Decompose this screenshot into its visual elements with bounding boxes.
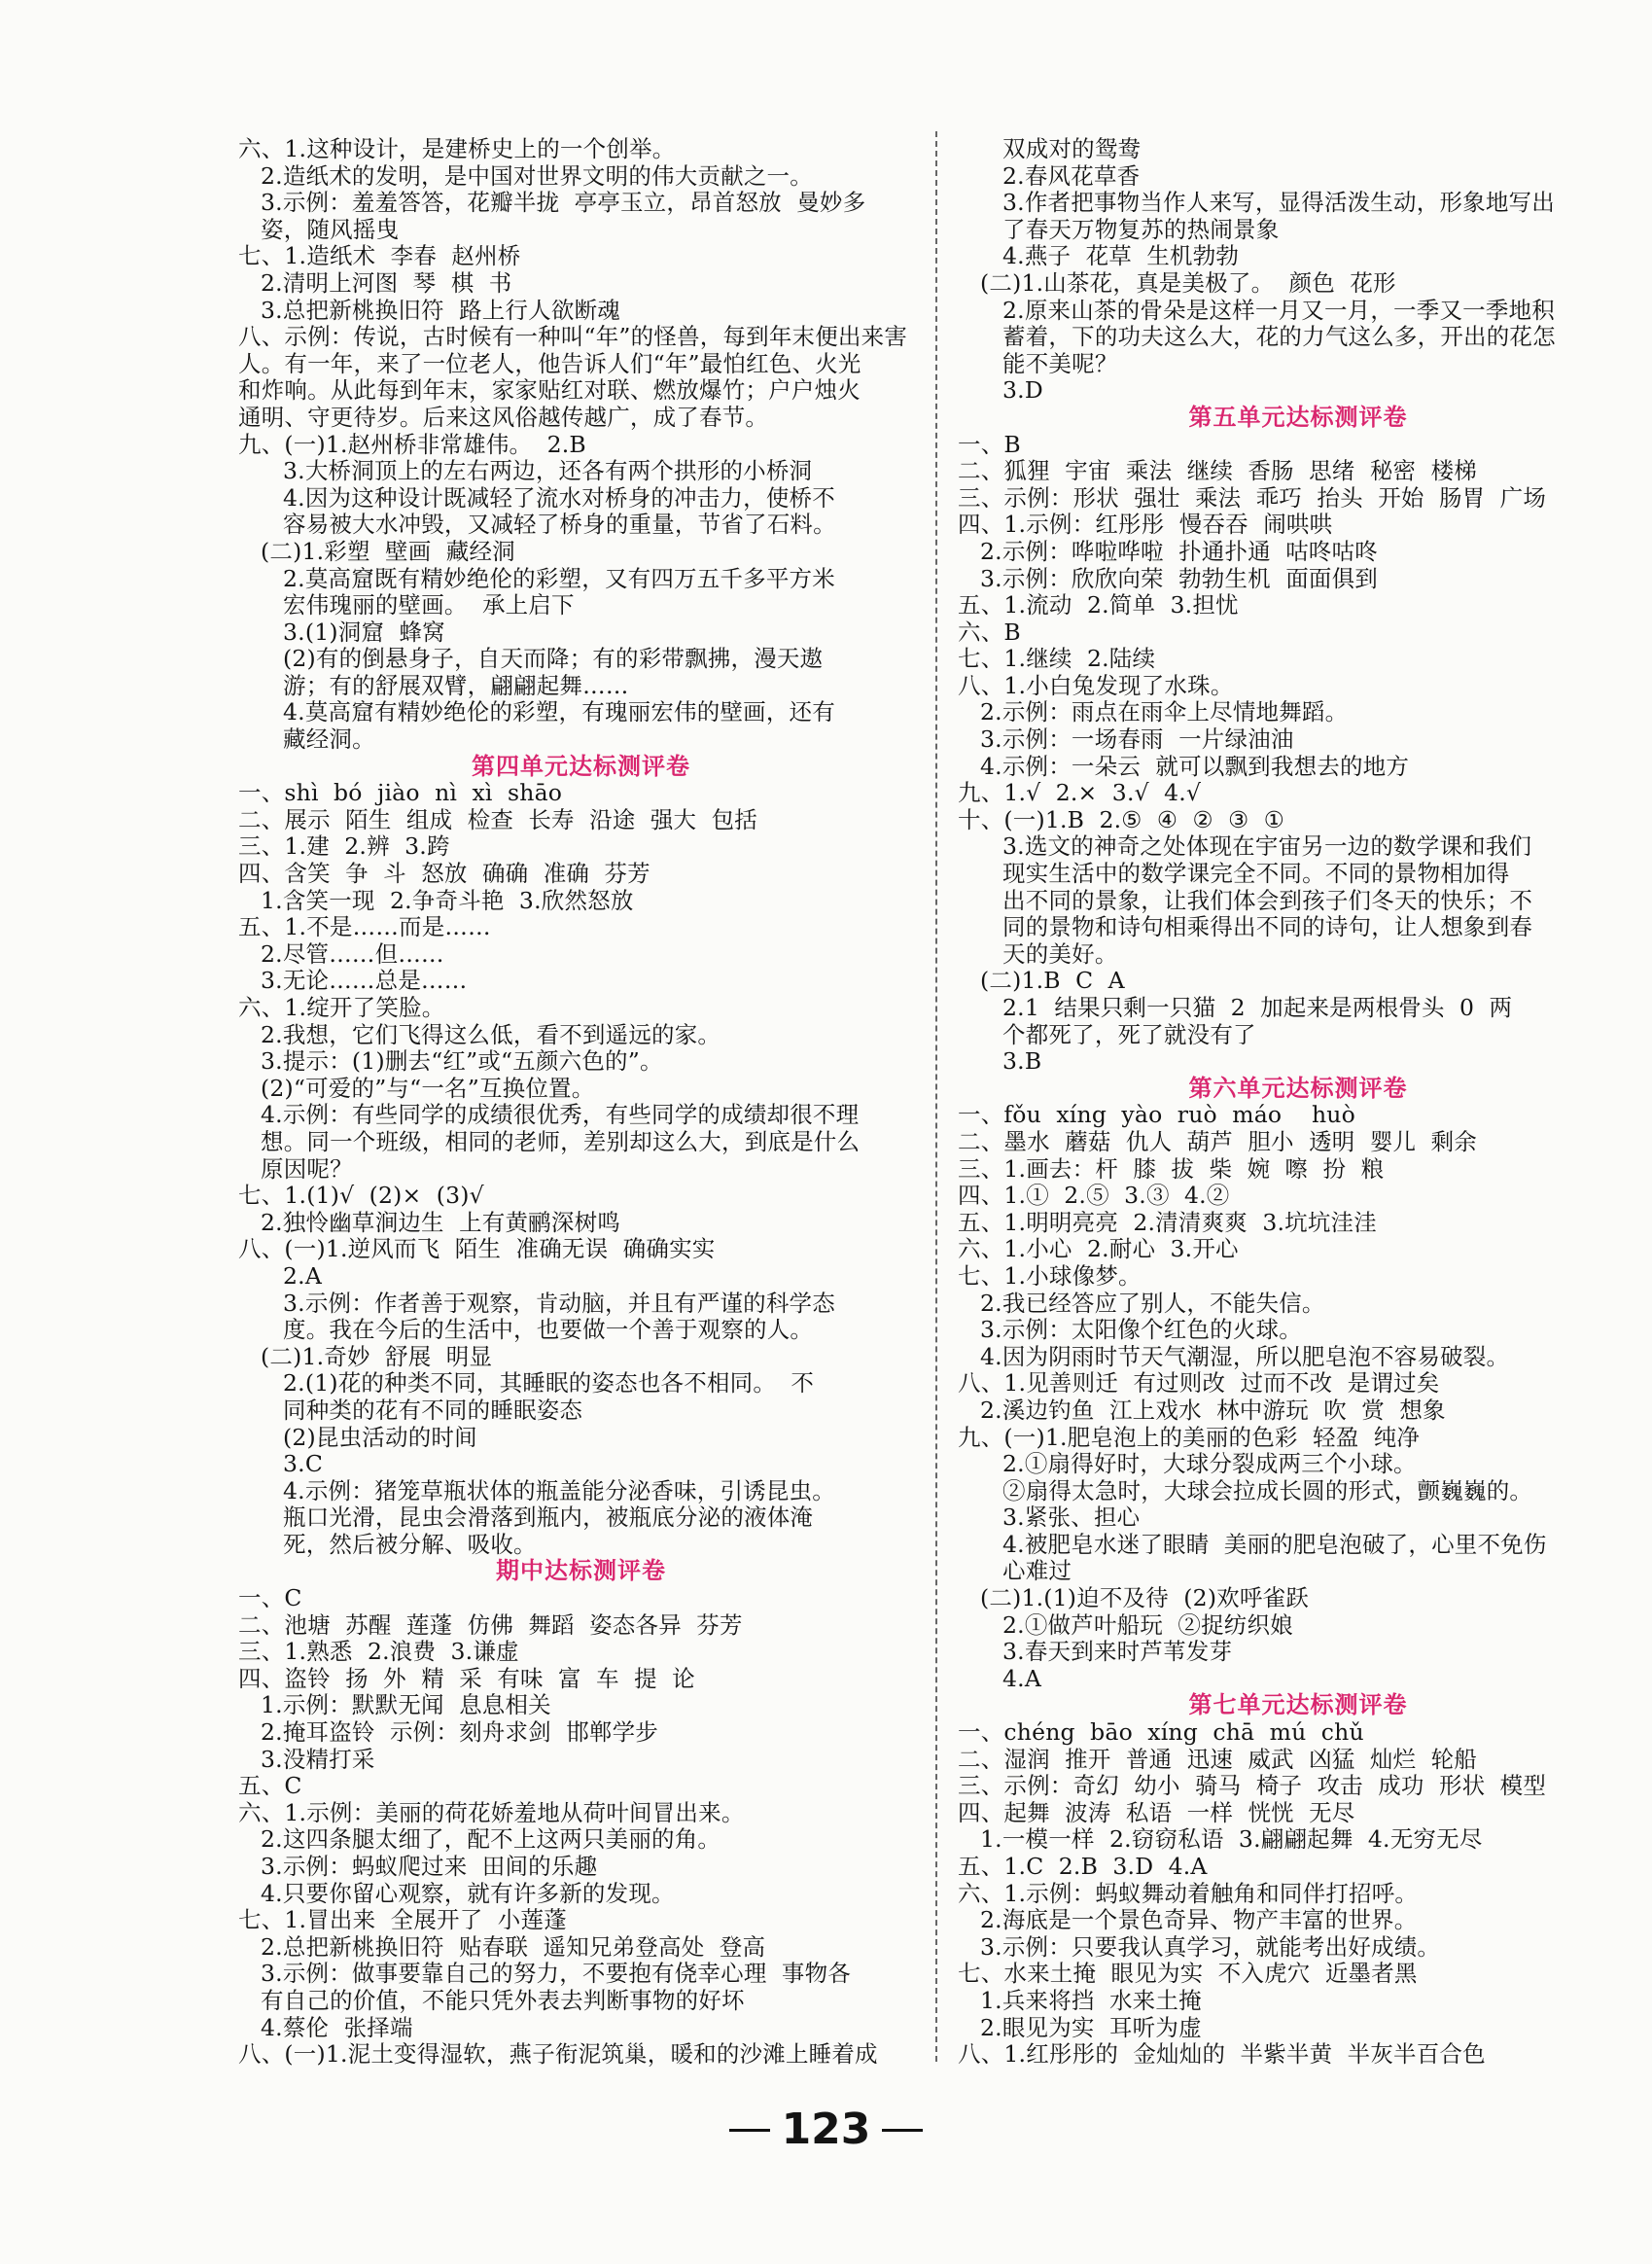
answer-line: (二)1.(1)迫不及待 (2)欢呼雀跃 [958, 1584, 1309, 1612]
answer-line: 七、1.小球像梦。 [958, 1261, 1142, 1290]
answer-line: (2)昆虫活动的时间 [238, 1423, 477, 1451]
answer-line: 天的美好。 [958, 939, 1118, 968]
answer-line: 4.因为这种设计既减轻了流水对桥身的冲击力，使桥不 [238, 483, 835, 512]
answer-line: 瓶口光滑，昆虫会滑落到瓶内，被瓶底分泌的液体淹 [238, 1503, 814, 1532]
answer-line: 2.掩耳盗铃 示例：刻舟求剑 邯郸学步 [238, 1718, 659, 1747]
answer-line: 七、1.继续 2.陆续 [958, 645, 1156, 673]
answer-line: (二)1.奇妙 舒展 明显 [238, 1342, 493, 1370]
answer-line: 死，然后被分解、吸收。 [238, 1530, 537, 1558]
answer-line: 3.示例：一场春雨 一片绿油油 [958, 725, 1294, 754]
section-heading: 第五单元达标测评卷 [1188, 403, 1408, 431]
answer-line: 2.①做芦叶船玩 ②捉纺织娘 [958, 1610, 1293, 1639]
answer-line: 五、1.流动 2.简单 3.担忧 [958, 591, 1239, 619]
answer-line: 3.C [238, 1450, 324, 1478]
answer-line: 4.只要你留心观察，就有许多新的发现。 [238, 1879, 675, 1907]
answer-line: 2.这四条腿太细了，配不上这两只美丽的角。 [238, 1825, 721, 1854]
answer-line: 2.A [238, 1261, 323, 1290]
answer-line: 八、1.见善则迁 有过则改 过而不改 是谓过矣 [958, 1369, 1440, 1397]
page-number: 123 [781, 2105, 871, 2154]
answer-line: 2.独怜幽草涧边生 上有黄鹂深树鸣 [238, 1208, 620, 1236]
answer-line: 蓄着，下的功夫这么大，花的力气这么多，开出的花怎 [958, 323, 1556, 351]
answer-line: 容易被大水冲毁，又减轻了桥身的重量，节省了石料。 [238, 511, 836, 539]
answer-line: 人。有一年，来了一位老人，他告诉人们“年”最怕红色、火光 [238, 349, 861, 377]
answer-line: 2.海底是一个景色奇异、物产丰富的世界。 [958, 1906, 1418, 1934]
answer-line: 2.莫高窟既有精妙绝伦的彩塑，又有四万五千多平方米 [238, 564, 835, 592]
answer-line: 二、墨水 蘑菇 仇人 葫芦 胆小 透明 婴儿 剩余 [958, 1127, 1477, 1155]
answer-line: 二、展示 陌生 组成 检查 长寿 沿途 强大 包括 [238, 805, 757, 833]
answer-line: 2.(1)花的种类不同，其睡眠的姿态也各不相同。 不 [238, 1369, 815, 1397]
answer-line: 通明、守更待岁。后来这风俗越传越广，成了春节。 [238, 403, 769, 431]
answer-line: 五、1.明明亮亮 2.清清爽爽 3.坑坑洼洼 [958, 1208, 1377, 1236]
answer-line: 4.示例：猪笼草瓶状体的瓶盖能分泌香味，引诱昆虫。 [238, 1476, 835, 1504]
answer-line: 2.示例：哗啦哗啦 扑通扑通 咕咚咕咚 [958, 537, 1379, 565]
answer-line: 2.造纸术的发明，是中国对世界文明的伟大贡献之一。 [238, 161, 813, 190]
answer-line: 现实生活中的数学课完全不同。不同的景物相加得 [958, 860, 1510, 888]
section-heading: 第四单元达标测评卷 [472, 752, 690, 780]
section-heading: 期中达标测评卷 [496, 1557, 666, 1585]
answer-line: 八、(一)1.逆风而飞 陌生 准确无误 确确实实 [238, 1235, 716, 1263]
answer-line: 2.1 结果只剩一只猫 2 加起来是两根骨头 0 两 [958, 994, 1513, 1021]
answer-line: 八、示例：传说，古时候有一种叫“年”的怪兽，每到年末便出来害 [238, 323, 908, 351]
answer-line: 同的景物和诗句相乘得出不同的诗句，让人想象到春 [958, 913, 1533, 941]
answer-line: 八、1.红彤彤的 金灿灿的 半紫半黄 半灰半百合色 [958, 2040, 1486, 2069]
answer-line: 3.没精打采 [238, 1745, 375, 1773]
answer-line: 四、起舞 波涛 私语 一样 恍恍 无尽 [958, 1798, 1355, 1826]
answer-line: 3.大桥洞顶上的左右两边，还各有两个拱形的小桥洞 [238, 457, 813, 485]
answer-line: 八、1.小白兔发现了水珠。 [958, 671, 1234, 699]
answer-line: 四、盗铃 扬 外 精 采 有味 富 车 提 论 [238, 1664, 695, 1692]
answer-line: 1.含笑一现 2.争奇斗艳 3.欣然怒放 [238, 886, 634, 914]
answer-line: 2.①扇得好时，大球分裂成两三个小球。 [958, 1450, 1417, 1478]
answer-line: 四、1.示例：红彤彤 慢吞吞 闹哄哄 [958, 511, 1333, 539]
answer-line: 六、1.示例：美丽的荷花娇羞地从荷叶间冒出来。 [238, 1798, 745, 1826]
answer-line: 六、1.这种设计，是建桥史上的一个创举。 [238, 135, 676, 162]
answer-line: 想。同一个班级，相同的老师，差别却这么大，到底是什么 [238, 1127, 861, 1155]
answer-line: 3.春天到来时芦苇发芽 [958, 1638, 1233, 1666]
answer-line: 四、1.① 2.⑤ 3.③ 4.② [958, 1182, 1230, 1210]
answer-line: (二)1.山茶花，真是美极了。 颜色 花形 [958, 268, 1396, 297]
answer-line: 2.我想，它们飞得这么低，看不到遥远的家。 [238, 1020, 721, 1048]
answer-line: 3.D [958, 376, 1043, 405]
answer-line: 一、B [958, 430, 1021, 458]
answer-line: 2.清明上河图 琴 棋 书 [238, 268, 512, 297]
answer-line: 七、水来土掩 眼见为实 不入虎穴 近墨者黑 [958, 1960, 1418, 1988]
answer-line: 3.(1)洞窟 蜂窝 [238, 618, 445, 646]
answer-line: ②扇得太急时，大球会拉成长圆的形式，颤巍巍的。 [958, 1476, 1533, 1504]
answer-line: 和炸响。从此每到年末，家家贴红对联、燃放爆竹；户户烛火 [238, 376, 861, 405]
answer-line: 六、1.小心 2.耐心 3.开心 [958, 1235, 1239, 1263]
page-number-footer [0, 2103, 1652, 2157]
answer-line: 一、fǒu xíng yào ruò máo huò [958, 1101, 1355, 1129]
answer-line: 八、(一)1.泥土变得湿软，燕子衔泥筑巢，暖和的沙滩上睡着成 [238, 2040, 878, 2069]
answer-line: 七、1.冒出来 全展开了 小莲蓬 [238, 1906, 567, 1934]
answer-line: 2.尽管……但…… [238, 939, 444, 968]
answer-line: 3.B [958, 1047, 1042, 1076]
answer-line: 六、1.绽开了笑脸。 [238, 994, 445, 1021]
answer-line: 九、1.√ 2.× 3.√ 4.√ [958, 779, 1202, 807]
answer-line: 3.紧张、担心 [958, 1503, 1141, 1532]
answer-line: 4.莫高窟有精妙绝伦的彩塑，有瑰丽宏伟的壁画，还有 [238, 698, 835, 726]
answer-line: (2)有的倒悬身子，自天而降；有的彩带飘拂，漫天遨 [238, 645, 824, 673]
answer-line: 2.示例：雨点在雨伞上尽情地舞蹈。 [958, 698, 1349, 726]
answer-line: 九、(一)1.肥皂泡上的美丽的色彩 轻盈 纯净 [958, 1423, 1421, 1451]
answer-line: 2.眼见为实 耳听为虚 [958, 2013, 1202, 2041]
answer-line: 2.春风花草香 [958, 161, 1141, 190]
answer-line: 二、池塘 苏醒 莲蓬 仿佛 舞蹈 姿态各异 芬芳 [238, 1610, 743, 1639]
answer-line: 3.示例：欣欣向荣 勃勃生机 面面俱到 [958, 564, 1379, 592]
answer-line: 二、狐狸 宇宙 乘法 继续 香肠 思绪 秘密 楼梯 [958, 457, 1477, 485]
answer-line: 4.示例：有些同学的成绩很优秀，有些同学的成绩却很不理 [238, 1101, 860, 1129]
answer-line: 三、1.建 2.辨 3.跨 [238, 832, 450, 861]
answer-line: 五、C [238, 1772, 302, 1800]
answer-line: 三、1.画去：杆 膝 拔 柴 婉 嚓 扮 粮 [958, 1154, 1385, 1183]
answer-line: 2.总把新桃换旧符 贴春联 遥知兄弟登高处 登高 [238, 1932, 766, 1961]
answer-line: (二)1.B C A [958, 967, 1125, 995]
answer-column-right [958, 136, 1638, 2069]
answer-line: 一、chéng bāo xíng chā mú chǔ [958, 1718, 1364, 1747]
answer-line: 3.示例：蚂蚁爬过来 田间的乐趣 [238, 1853, 598, 1880]
answer-line: 有自己的价值，不能只凭外表去判断事物的好坏 [238, 1986, 745, 2014]
answer-column-left [238, 136, 924, 2069]
answer-line: 4.示例：一朵云 就可以飘到我想去的地方 [958, 752, 1410, 780]
answer-line: (二)1.彩塑 壁画 藏经洞 [238, 537, 515, 565]
answer-line: 三、示例：形状 强壮 乘法 乖巧 抬头 开始 肠胃 广场 [958, 483, 1547, 512]
answer-line: 4.被肥皂水迷了眼睛 美丽的肥皂泡破了，心里不免伤 [958, 1530, 1547, 1558]
answer-line: 一、shì bó jiào nì xì shāo [238, 779, 563, 807]
answer-line: 原因呢？ [238, 1154, 353, 1183]
answer-line: 2.溪边钓鱼 江上戏水 林中游玩 吹 赏 想象 [958, 1396, 1446, 1424]
answer-line: 2.原来山茶的骨朵是这样一月又一月，一季又一季地积 [958, 296, 1555, 324]
answer-line: 4.A [958, 1664, 1042, 1692]
answer-line: 九、(一)1.赵州桥非常雄伟。 2.B [238, 430, 586, 458]
answer-line: 心难过 [958, 1557, 1072, 1585]
answer-line: 3.示例：做事要靠自己的努力，不要抱有侥幸心理 事物各 [238, 1960, 851, 1988]
answer-line: 1.兵来将挡 水来土掩 [958, 1986, 1202, 2014]
answer-line: 双成对的鸳鸯 [958, 135, 1142, 162]
answer-line: 4.燕子 花草 生机勃勃 [958, 242, 1240, 270]
answer-line: 一、C [238, 1584, 302, 1612]
answer-line: 六、B [958, 618, 1021, 646]
answer-line: 3.无论……总是…… [238, 967, 468, 995]
answer-line: 出不同的景象，让我们体会到孩子们冬天的快乐；不 [958, 886, 1533, 914]
answer-line: 三、示例：奇幻 幼小 骑马 椅子 攻击 成功 形状 模型 [958, 1772, 1547, 1800]
answer-line: 3.提示：(1)删去“红”或“五颜六色的”。 [238, 1047, 663, 1076]
answer-line: 四、含笑 争 斗 怒放 确确 准确 芬芳 [238, 860, 650, 888]
answer-line: 1.示例：默默无闻 息息相关 [238, 1691, 551, 1719]
section-heading: 第六单元达标测评卷 [1188, 1074, 1408, 1102]
answer-line: 4.因为阴雨时节天气潮湿，所以肥皂泡不容易破裂。 [958, 1342, 1510, 1370]
answer-line: 3.示例：太阳像个红色的火球。 [958, 1316, 1302, 1344]
answer-line: 4.蔡伦 张择端 [238, 2013, 413, 2041]
answer-line: 六、1.示例：蚂蚁舞动着触角和同伴打招呼。 [958, 1879, 1419, 1907]
answer-line: 游；有的舒展双臂，翩翩起舞…… [238, 671, 629, 699]
answer-line: 七、1.(1)√ (2)× (3)√ [238, 1182, 484, 1210]
answer-line: 度。我在今后的生活中，也要做一个善于观察的人。 [238, 1316, 814, 1344]
answer-line: 藏经洞。 [238, 725, 375, 754]
answer-line: 3.总把新桃换旧符 路上行人欲断魂 [238, 296, 620, 324]
answer-line: 3.作者把事物当作人来写，显得活泼生动，形象地写出 [958, 189, 1555, 217]
answer-line: 二、湿润 推开 普通 迅速 威武 凶猛 灿烂 轮船 [958, 1745, 1477, 1773]
answer-line: 五、1.不是……而是…… [238, 913, 491, 941]
answer-line: 2.我已经答应了别人，不能失信。 [958, 1289, 1325, 1317]
answer-line: 3.选文的神奇之处体现在宇宙另一边的数学课和我们 [958, 832, 1532, 861]
answer-line: 宏伟瑰丽的壁画。 承上启下 [238, 591, 575, 619]
section-heading: 第七单元达标测评卷 [1188, 1691, 1408, 1719]
footer-dash-right [882, 2129, 923, 2132]
answer-line: (2)“可爱的”与“一名”互换位置。 [238, 1074, 595, 1102]
answer-line: 1.一模一样 2.窃窃私语 3.翩翩起舞 4.无穷无尽 [958, 1825, 1483, 1854]
answer-line: 十、(一)1.B 2.⑤ ④ ② ③ ① [958, 805, 1284, 833]
answer-line: 同种类的花有不同的睡眠姿态 [238, 1396, 583, 1424]
answer-line: 七、1.造纸术 李春 赵州桥 [238, 242, 521, 270]
answer-line: 了春天万物复苏的热闹景象 [958, 215, 1280, 243]
answer-line: 个都死了，死了就没有了 [958, 1020, 1256, 1048]
column-divider [935, 131, 937, 2062]
answer-line: 3.示例：只要我认真学习，就能考出好成绩。 [958, 1932, 1441, 1961]
answer-line: 五、1.C 2.B 3.D 4.A [958, 1853, 1208, 1880]
answer-line: 姿，随风摇曳 [238, 215, 400, 243]
answer-line: 3.示例：作者善于观察，肯动脑，并且有严谨的科学态 [238, 1289, 835, 1317]
footer-dash-left [729, 2129, 770, 2132]
answer-line: 3.示例：羞羞答答，花瓣半拢 亭亭玉立，昂首怒放 曼妙多 [238, 189, 866, 217]
answer-line: 三、1.熟悉 2.浪费 3.谦虚 [238, 1638, 519, 1666]
answer-line: 能不美呢？ [958, 349, 1118, 377]
